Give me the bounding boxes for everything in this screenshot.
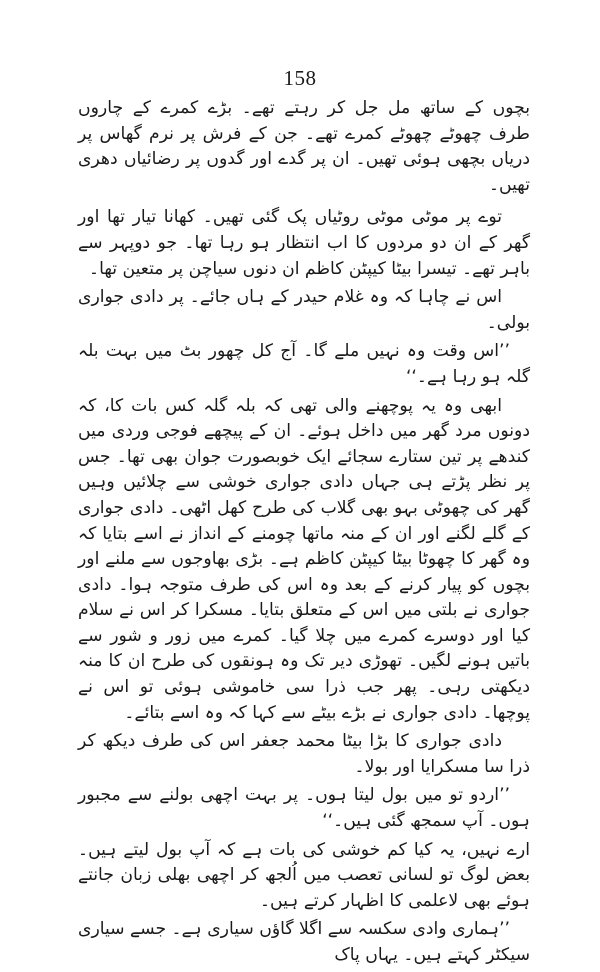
quote-siari-village: ’’ہماری وادی سکسہ سے اگلا گاؤں سیاری ہے۔ جسے سیاری سیکٹر کہتے ہیں۔ یہاں پاک <box>78 919 530 965</box>
paragraph-captain-arrives: ابھی وہ یہ پوچھنے والی تھی کہ بلہ گلہ کس بات کا، کہ دونوں مرد گھر میں داخل ہوئے۔ ان کے پیچھے فوجی وردی میں کندھے پر تین ستارے سجائے ایک خوبصورت جوان بھی تھا۔ جس پر نظر پڑتے ہی جہاں دادی جواری خوشی سے چلائیں وہیں گھر کی چھوٹی بہو بھی گلاب کی طرح کھل اٹھی۔ دادی جواری کے گلے لگنے اور ان کے منہ ماتھا چومنے کے انداز نے اسے بتایا کہ وہ گھر کا چھوٹا بیٹا کیپٹن کاظم ہے۔ بڑی بھاوجوں سے ملنے اور بچوں کو پیار کرنے کے بعد وہ اس کی طرف متوجہ ہوا۔ دادی جواری نے بلتی میں اس کے متعلق بتایا۔ مسکرا کر اس نے سلام کیا اور دوسرے کمرے میں چلا گیا۔ کمرے میں زور و شور سے باتیں ہونے لگیں۔ تھوڑی دیر تک وہ ہونقوں کی طرح ان کا منہ دیکھتی رہی۔ پھر جب ذرا سی خاموشی ہوئی تو اس نے پوچھا۔ دادی جواری نے بڑے بیٹے سے کہا کہ وہ اسے بتائے۔ <box>78 395 530 723</box>
paragraph-wish-to-visit: اس نے چاہا کہ وہ غلام حیدر کے ہاں جائے۔ پر دادی جواری بولی۔ <box>78 287 530 333</box>
page-number: 158 <box>283 66 317 90</box>
paragraph-dinner-waiting: توے پر موٹی موٹی روٹیاں پک گئی تھیں۔ کھانا تیار تھا اور گھر کے ان دو مردوں کا اب انتظار ہو رہا تھا۔ جو دوپہر سے باہر تھے۔ تیسرا بیٹا کیپٹن کاظم ان دنوں سیاچن پر متعین تھا۔ <box>78 207 530 279</box>
quote-not-available: ’’اس وقت وہ نہیں ملے گا۔ آج کل چھور بٹ میں بہت بلہ گلہ ہو رہا ہے۔‘‘ <box>78 341 530 387</box>
page-body <box>78 96 530 972</box>
quote-urdu-speaking: ’’اردو تو میں بول لیتا ہوں۔ پر بہت اچھی بولنے سے مجبور ہوں۔ آپ سمجھ گئی ہیں۔‘‘ <box>78 785 530 832</box>
paragraph-language-bias: ارے نہیں، یہ کیا کم خوشی کی بات ہے کہ آپ بول لیتے ہیں۔ بعض لوگ تو لسانی تعصب میں اُلجھ کر اچھی بھلی زبان جانتے ہوئے بھی لاعلمی کا اظہار کرتے ہیں۔ <box>78 839 530 911</box>
paragraph-children-rooms: بچوں کے ساتھ مل جل کر رہتے تھے۔ بڑے کمرے کے چاروں طرف چھوٹے چھوٹے کمرے تھے۔ جن کے فرش پر نرم گھاس پر دریاں بچھی ہوئی تھیں۔ ان پر گدے اور گدوں پر رضائیاں دھری تھیں۔ <box>78 98 530 195</box>
paragraph-jafar-smiles: دادی جواری کا بڑا بیٹا محمد جعفر اس کی طرف دیکھ کر ذرا سا مسکرایا اور بولا۔ <box>78 731 530 777</box>
